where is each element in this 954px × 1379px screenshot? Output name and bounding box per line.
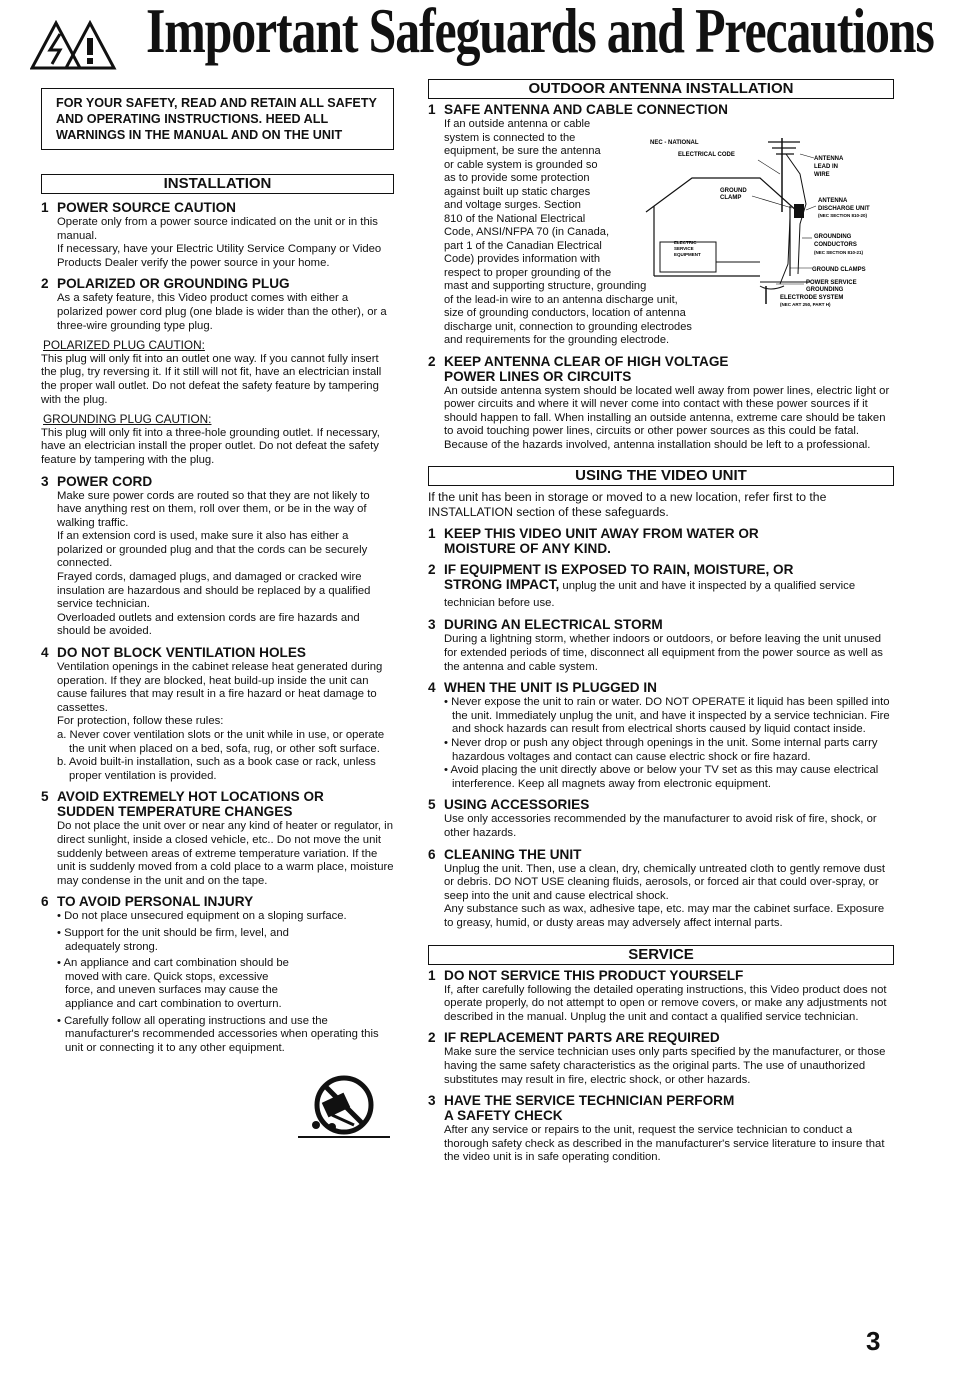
section-heading: 3 POWER CORD <box>41 473 153 489</box>
diagram-label: GROUNDING <box>814 234 852 240</box>
page-header <box>28 2 938 74</box>
section-heading: 3 HAVE THE SERVICE TECHNICIAN PERFORM A SAFETY CHECK <box>428 1093 735 1124</box>
bullet-list <box>444 696 894 791</box>
subheading-polarized: POLARIZED PLUG CAUTION: <box>43 338 205 353</box>
section-body: Operate only from a power source indicated on the unit or in this manual. If necessary, have your Electric Utility Service Company or Video Products Dealer verify the power source in your home. <box>57 216 382 269</box>
section-heading: 5 AVOID EXTREMELY HOT LOCATIONS OR SUDDEN TEMPERATURE CHANGES <box>41 789 324 820</box>
diagram-label: WIRE <box>814 172 830 178</box>
list-item: • Never expose the unit to rain or water. DO NOT OPERATE it liquid has been spilled into the unit. Immediately unplug the unit, and have it inspected by a service technician. Fire and shock hazards can result from electrical shorts caused by liquid contact inside. <box>444 696 890 736</box>
section-body: Use only accessories recommended by the manufacturer to avoid risk of fire, shock, or other hazards. <box>444 813 877 839</box>
section-body: Unplug the unit. Then, use a clean, dry, chemically untreated cloth to gently remove dust or debris. DO NOT USE cleaning fluids, aerosols, or forced air that could over-spray, or seep into the unit and cause electrical shock. Any substance such as wax, adhesive tape, etc. may mar the cabinet surface. Exposure to greasy, humid, or dusty areas may adversely affect internal parts. <box>444 862 886 929</box>
diagram-label: DISCHARGE UNIT <box>818 206 870 212</box>
section-body: Ventilation openings in the cabinet release heat generated during operation. If they are blocked, heat build-up inside the unit can cause failures that may result in a fire hazard or heat damage to cassettes. For protection, follow these rules: a. Never cover ventilation slots or the unit while in use, or operate the unit when placed on a bed, sofa, rug, or other soft surface. b. Avoid built-in installation, such as a book case or rack, unless proper ventilation is provided. <box>57 661 385 782</box>
diagram-label: (NEC ART 250, PART H) <box>780 302 831 307</box>
installation-heading: INSTALLATION <box>41 174 394 194</box>
subheading-grounding: GROUNDING PLUG CAUTION: <box>43 412 212 427</box>
section-heading: 2 KEEP ANTENNA CLEAR OF HIGH VOLTAGE POWER LINES OR CIRCUITS <box>428 353 729 384</box>
diagram-label: CLAMP <box>720 195 742 201</box>
section-heading: 6 CLEANING THE UNIT <box>428 846 582 862</box>
diagram-label: ELECTRODE SYSTEM <box>780 295 844 301</box>
left-column <box>41 88 394 1058</box>
section-body: As a safety feature, this Video product comes with either a polarized power cord plug (one blade is wider than the other), or a three-wire grounding type plug. <box>57 292 387 332</box>
shock-warning-icon <box>30 20 142 72</box>
diagram-label: CONDUCTORS <box>814 242 857 248</box>
diagram-label: LEAD IN <box>814 164 838 170</box>
bullet-list <box>57 910 394 1055</box>
diagram-label: GROUNDING <box>806 287 844 293</box>
safety-notice-box: FOR YOUR SAFETY, READ AND RETAIN ALL SAFETY AND OPERATING INSTRUCTIONS. HEED ALL WARNINGS IN THE MANUAL AND ON THE UNIT <box>41 88 394 150</box>
section-body: Make sure power cords are routed so that they are not likely to have anything rest on them, roll over them, or be in the way of walking traffic. If an extension cord is used, make sure it also has either a polarized or grounded plug and that the cords can be securely connected. Frayed cords, damaged plugs, and damaged or cracked wire insulation are hazardous and should be replaced by a qualified service technician. Overloaded outlets and extension cords are fire hazards and should be avoided. <box>57 489 371 638</box>
page-number: 3 <box>866 1326 881 1356</box>
section-body: After any service or repairs to the unit, request the service technician to conduct a thorough safety check as described in the manufacturer's service literature to insure that the video unit is in safe operating condition. <box>444 1124 885 1164</box>
section-body: Do not place the unit over or near any kind of heater or regulator, in direct sunlight, inside a closed vehicle, etc.. Do not move the unit suddenly between areas of extreme temperature variation. If the unit is suddenly moved from a cold place to a warm place, moisture may condense in the unit and on the tape. <box>57 820 394 887</box>
video-intro: If the unit has been in storage or moved to a new location, refer first to the INSTALLATION section of these safeguards. <box>428 490 827 520</box>
section-heading: 2 IF EQUIPMENT IS EXPOSED TO RAIN, MOISTURE, OR STRONG IMPACT, unplug the unit and have it inspected by a qualified service technician before use. <box>428 562 856 610</box>
section-heading: 1 KEEP THIS VIDEO UNIT AWAY FROM WATER OR MOISTURE OF ANY KIND. <box>428 526 759 557</box>
polarized-text: This plug will only fit into an outlet one way. If you cannot fully insert the plug, try reversing it. If it still will not fit, have an electrician install the proper wall outlet. Do not defeat the safety feature by tampering with the plug. <box>41 352 382 406</box>
cart-tipover-icon <box>296 1075 392 1143</box>
section-heading: 3 DURING AN ELECTRICAL STORM <box>428 617 663 633</box>
list-item: • Never drop or push any object through openings in the unit. Some internal parts carry hazardous voltages and contact can cause electric shock or fire hazard. <box>444 737 878 763</box>
section-heading: 6 TO AVOID PERSONAL INJURY <box>41 894 254 910</box>
using-video-unit-heading: USING THE VIDEO UNIT <box>428 466 894 486</box>
grounding-text: This plug will only fit into a three-hole grounding outlet. If necessary, have an electrician install the proper outlet. Do not defeat the safety feature by tampering with the plug. <box>41 426 380 466</box>
section-body: If, after carefully following the detailed operating instructions, this Video product does not operate properly, do not attempt to open or remove covers, or make any adjustments not described in the manual. Unplug the unit and contact a qualified service technician. <box>444 983 887 1023</box>
diagram-label: GROUND <box>720 188 747 194</box>
antenna-grounding-diagram <box>640 134 910 318</box>
diagram-label: EQUIPMENT <box>674 252 701 257</box>
section-body: Make sure the service technician uses only parts specified by the manufacturer, or those having the same safety characteristics as the original parts. The use of unauthorized substitutes may result in fire, electric shock, or other hazards. <box>444 1046 886 1086</box>
list-item: • Support for the unit should be firm, level, and adequately strong. <box>57 926 289 953</box>
section-heading: 4 DO NOT BLOCK VENTILATION HOLES <box>41 645 306 661</box>
section-body: During a lightning storm, whether indoors or outdoors, or before leaving the unit unused for extended periods of time, disconnect all equipment from the power source as well as the antenna and cable system. <box>444 633 883 673</box>
diagram-label: GROUND CLAMPS <box>812 267 866 273</box>
diagram-label: ANTENNA <box>818 198 848 204</box>
diagram-label: (NEC SECTION 810-20) <box>818 213 868 218</box>
list-item: • Carefully follow all operating instructions and use the manufacturer's recommended accessories when operating this unit or connecting it to any other equipment. <box>57 1014 379 1054</box>
diagram-label: ELECTRICAL CODE <box>678 152 735 158</box>
section-heading: 5 USING ACCESSORIES <box>428 797 590 813</box>
section-heading: 2 IF REPLACEMENT PARTS ARE REQUIRED <box>428 1030 720 1046</box>
diagram-label: (NEC SECTION 810-21) <box>814 250 864 255</box>
section-body: If an outside antenna or cable system is connected to the equipment, be sure the antenna or cable system is grounded so as to provide some protection against built up static charges and voltage surges. Section 810 of the National Electrical Code, ANSI/NFPA 70 (in Canada, part 1 of the Canadian Electrical Code) provides information with respect to proper grounding of the mast and supporting structure, grounding of the lead-in wire to an antenna discharge unit, size of grounding conductors, location of antenna discharge unit, connection to grounding electrodes and requirements for the grounding electrode. <box>444 118 692 346</box>
diagram-label: POWER SERVICE <box>806 280 857 286</box>
diagram-label: SERVICE <box>674 246 694 251</box>
outdoor-antenna-heading: OUTDOOR ANTENNA INSTALLATION <box>428 79 894 99</box>
section-heading: 1 POWER SOURCE CAUTION <box>41 200 236 215</box>
list-item: • Do not place unsecured equipment on a sloping surface. <box>57 910 347 923</box>
list-item: • Avoid placing the unit directly above or below your TV set as this may cause electrical interference. Keep all magnets away from electronic equipment. <box>444 764 879 790</box>
diagram-label: NEC - NATIONAL <box>650 140 699 146</box>
page-title: Important Safeguards and Precautions <box>146 0 934 66</box>
service-heading: SERVICE <box>428 945 894 965</box>
list-item: • An appliance and cart combination should be moved with care. Quick stops, excessive force, and uneven surfaces may cause the appliance and cart combination to overturn. <box>57 957 289 1010</box>
section-heading: 2 POLARIZED OR GROUNDING PLUG <box>41 276 290 292</box>
diagram-label: ELECTRIC <box>674 240 697 245</box>
section-heading: 1 DO NOT SERVICE THIS PRODUCT YOURSELF <box>428 967 744 983</box>
section-body: An outside antenna system should be located well away from power lines, electric light or power circuits and where it will never come into contact with these power sources if it should happen to fall. When installing an outside antenna, extreme care should be taken to avoid touching power lines, circuits or other power sources as this could be fatal. Because of the hazards involved, antenna installation should be left to a professional. <box>444 384 890 451</box>
section-heading: 4 WHEN THE UNIT IS PLUGGED IN <box>428 680 657 696</box>
section-heading: 1 SAFE ANTENNA AND CABLE CONNECTION <box>428 102 728 117</box>
diagram-label: ANTENNA <box>814 156 844 162</box>
